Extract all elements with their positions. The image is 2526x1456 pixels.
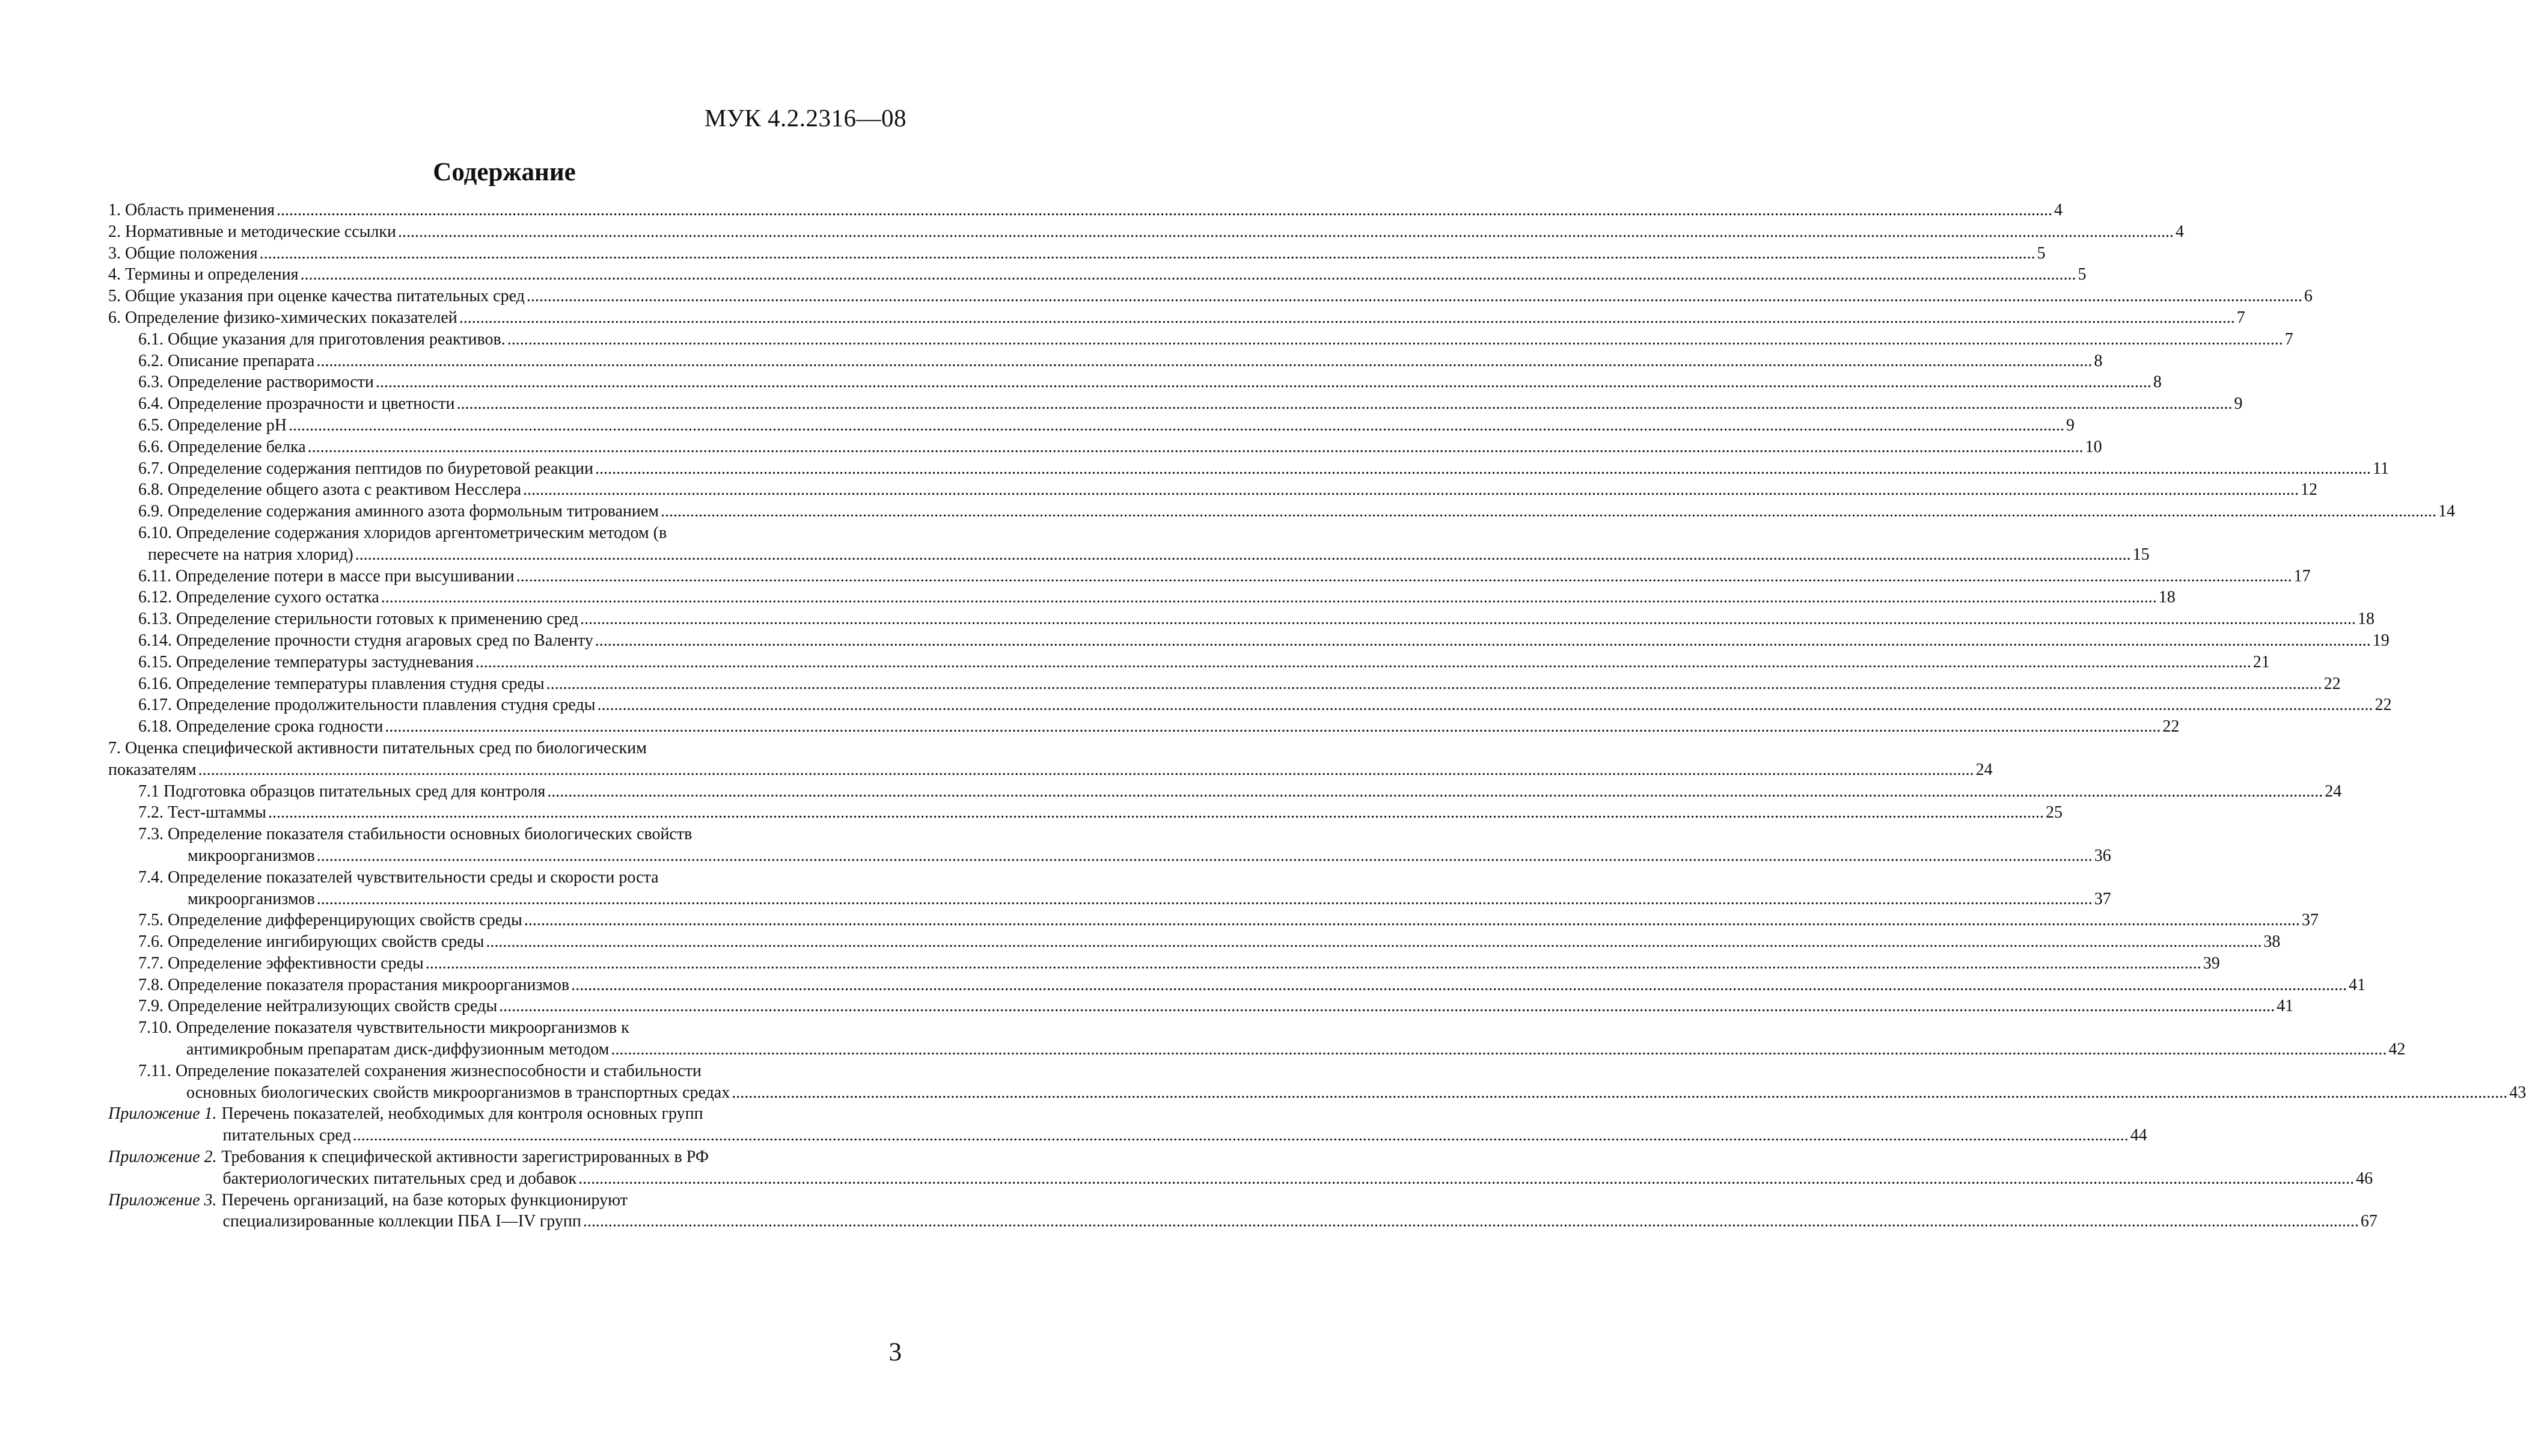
dot-leader <box>524 910 2300 931</box>
toc-entry-title: 1. Область применения <box>108 201 275 219</box>
toc-entry-title: 6.1. Общие указания для приготовления реактивов. <box>138 329 506 349</box>
toc-subentry <box>108 415 2075 436</box>
dot-leader <box>426 953 2201 974</box>
dot-leader <box>732 1082 2507 1104</box>
page-number: 3 <box>888 1338 902 1366</box>
dot-leader <box>507 329 2283 350</box>
toc-subentry <box>108 458 2389 480</box>
dot-leader <box>260 243 2035 265</box>
toc-entry-page: 36 <box>2094 846 2111 865</box>
dot-leader <box>598 694 2373 716</box>
toc-entry-continuation: микроорганизмов <box>188 846 315 865</box>
toc-entry-title: 4. Термины и определения <box>108 265 299 284</box>
toc-entry <box>108 738 1993 781</box>
toc-entry <box>108 307 2245 329</box>
toc-entry-page: 18 <box>2357 610 2375 629</box>
toc-subentry <box>108 652 2270 673</box>
dot-leader <box>516 566 2292 587</box>
toc-entry-continuation: основных биологических свойств микроорганизмов в транспортных средах <box>186 1083 730 1102</box>
toc-subentry <box>108 781 2342 803</box>
toc-entry-title: 7.3. Определение показателя стабильности основных биологических свойств <box>138 825 693 844</box>
document-code: МУК 4.2.2316—08 <box>704 104 907 132</box>
appendix-title: Перечень показателей, необходимых для контроля основных групп <box>221 1104 703 1124</box>
toc-entry-page: 9 <box>2234 394 2243 414</box>
toc-entry-page: 19 <box>2372 631 2390 650</box>
appendix-page: 46 <box>2356 1169 2373 1188</box>
dot-leader <box>611 1039 2387 1060</box>
toc-subentry <box>108 630 2390 652</box>
toc-entry-title: 3. Общие положения <box>108 243 258 263</box>
toc-subentry <box>108 996 2294 1017</box>
toc-subentry <box>108 479 2318 501</box>
toc-entry-page: 8 <box>2153 373 2162 392</box>
toc-entry-page: 24 <box>1975 760 1993 779</box>
toc-entry-page: 37 <box>2094 889 2111 908</box>
toc-entry-title: 7.4. Определение показателей чувствительности среды и скорости роста <box>138 867 659 887</box>
toc-entry-title: 6.15. Определение температуры застудневания <box>138 652 474 671</box>
toc-entry-page: 41 <box>2277 997 2294 1016</box>
dot-leader <box>595 630 2371 652</box>
toc-entry-page: 38 <box>2263 932 2281 952</box>
dot-leader <box>457 393 2233 415</box>
toc-subentry <box>108 716 2180 738</box>
toc-entry-title: 6.13. Определение стерильности готовых к применению сред <box>138 610 578 629</box>
toc-appendix <box>108 1146 2373 1190</box>
dot-leader <box>546 673 2322 695</box>
toc-entry-title: 7.6. Определение ингибирующих свойств среды <box>138 932 485 952</box>
toc-subentry <box>108 501 2456 522</box>
toc-subentry <box>108 673 2341 695</box>
toc-entry <box>108 221 2184 243</box>
dot-leader <box>355 544 2131 566</box>
toc-entry-title: 6. Определение физико-химических показателей <box>108 308 457 327</box>
toc-subentry <box>108 802 2063 824</box>
toc-subentry <box>108 931 2281 953</box>
appendix-title: Перечень организаций, на базе которых функционируют <box>221 1190 628 1210</box>
toc-entry-page: 7 <box>2284 329 2293 349</box>
toc-subentry <box>108 910 2319 931</box>
appendix-title: Требования к специфической активности зарегистрированных в РФ <box>221 1148 709 1167</box>
dot-leader <box>486 931 2261 953</box>
toc-entry-page: 15 <box>2132 545 2150 564</box>
dot-leader <box>277 200 2052 221</box>
dot-leader <box>317 845 2093 867</box>
dot-leader <box>459 307 2235 329</box>
appendix-label: Приложение 3. <box>108 1190 217 1210</box>
dot-leader <box>289 415 2064 436</box>
toc-subentry <box>108 436 2102 458</box>
toc-entry-page: 43 <box>2509 1083 2526 1102</box>
appendix-continuation: специализированные коллекции ПБА I—IV групп <box>222 1212 581 1231</box>
toc-entry-title: 6.17. Определение продолжительности плавления студня среды <box>138 696 596 715</box>
toc-subentry <box>108 329 2293 350</box>
dot-leader <box>376 372 2151 393</box>
dot-leader <box>527 286 2302 307</box>
toc-entry-title: 2. Нормативные и методические ссылки <box>108 222 396 241</box>
toc-entry-page: 8 <box>2094 351 2103 370</box>
toc-subentry <box>108 1017 2406 1060</box>
dot-leader <box>381 587 2157 608</box>
toc-entry-title: 7. Оценка специфической активности питательных сред по биологическим <box>108 738 647 757</box>
dot-leader <box>580 608 2356 630</box>
toc-entry-title: 6.11. Определение потери в массе при высушивании <box>138 566 515 586</box>
dot-leader <box>268 802 2044 824</box>
dot-leader <box>316 350 2092 372</box>
toc-entry <box>108 243 2046 265</box>
table-of-contents <box>108 200 2526 1232</box>
dot-leader <box>317 889 2093 910</box>
toc-entry-page: 5 <box>2078 265 2087 284</box>
toc-entry-title: 5. Общие указания при оценке качества питательных сред <box>108 287 525 306</box>
toc-subentry <box>108 867 2111 910</box>
toc-entry <box>108 200 2063 221</box>
toc-entry-continuation: показателям <box>108 760 197 779</box>
toc-entry-page: 21 <box>2252 652 2270 671</box>
dot-leader <box>398 221 2174 243</box>
toc-subentry <box>108 566 2311 587</box>
dot-leader <box>578 1168 2354 1190</box>
appendix-label: Приложение 1. <box>108 1104 217 1124</box>
toc-entry <box>108 264 2087 286</box>
toc-entry-page: 17 <box>2293 566 2311 586</box>
dot-leader <box>385 716 2161 738</box>
appendix-continuation: бактериологических питательных сред и добавок <box>222 1169 577 1188</box>
toc-subentry <box>108 350 2103 372</box>
toc-entry-title: 7.1 Подготовка образцов питательных сред для контроля <box>138 782 546 801</box>
toc-entry-title: 6.14. Определение прочности студня агаровых сред по Валенту <box>138 631 593 650</box>
dot-leader <box>353 1125 2129 1146</box>
toc-entry-title: 6.10. Определение содержания хлоридов аргентометрическим методом (в <box>138 523 667 542</box>
toc-subentry <box>108 953 2220 974</box>
appendix-continuation: питательных сред <box>222 1126 351 1145</box>
toc-entry-page: 22 <box>2323 674 2341 693</box>
toc-subentry <box>108 522 2150 566</box>
toc-entry-page: 25 <box>2045 803 2063 822</box>
toc-entry-title: 6.6. Определение белка <box>138 437 306 456</box>
toc-entry <box>108 286 2313 307</box>
toc-subentry <box>108 824 2111 867</box>
toc-entry-title: 6.3. Определение растворимости <box>138 373 374 392</box>
toc-entry-page: 41 <box>2349 975 2366 994</box>
toc-appendix <box>108 1190 2378 1233</box>
toc-entry-title: 6.2. Описание препарата <box>138 351 315 370</box>
toc-entry-title: 7.10. Определение показателя чувствительности микроорганизмов к <box>138 1018 629 1038</box>
toc-entry-page: 6 <box>2304 287 2313 306</box>
toc-entry-continuation: пересчете на натрия хлорид) <box>148 545 353 564</box>
dot-leader <box>198 759 1974 781</box>
toc-entry-title: 6.12. Определение сухого остатка <box>138 588 379 607</box>
toc-entry-title: 6.9. Определение содержания аминного азота формольным титрованием <box>138 502 659 521</box>
toc-entry-title: 7.9. Определение нейтрализующих свойств среды <box>138 997 498 1016</box>
toc-entry-page: 14 <box>2438 502 2456 521</box>
toc-entry-title: 7.2. Тест-штаммы <box>138 803 266 822</box>
toc-entry-page: 5 <box>2037 243 2046 263</box>
toc-entry-title: 7.7. Определение эффективности среды <box>138 953 424 973</box>
dot-leader <box>583 1211 2359 1232</box>
dot-leader <box>571 974 2347 996</box>
toc-entry-title: 6.8. Определение общего азота с реактивом Несслера <box>138 480 522 500</box>
toc-subentry <box>108 974 2366 996</box>
toc-entry-page: 39 <box>2203 953 2220 973</box>
dot-leader <box>301 264 2076 286</box>
dot-leader <box>595 458 2371 480</box>
toc-entry-page: 4 <box>2176 222 2184 241</box>
toc-subentry <box>108 608 2375 630</box>
toc-subentry <box>108 694 2392 716</box>
dot-leader <box>308 436 2084 458</box>
toc-appendix <box>108 1103 2147 1146</box>
toc-entry-title: 7.5. Определение дифференцирующих свойств среды <box>138 911 522 930</box>
appendix-page: 67 <box>2360 1212 2378 1231</box>
dot-leader <box>661 501 2436 522</box>
dot-leader <box>499 996 2275 1017</box>
toc-entry-continuation: микроорганизмов <box>188 889 315 908</box>
toc-entry-page: 37 <box>2301 911 2319 930</box>
appendix-label: Приложение 2. <box>108 1148 217 1167</box>
toc-subentry <box>108 393 2243 415</box>
page-title: Содержание <box>433 158 576 186</box>
toc-entry-title: 6.16. Определение температуры плавления студня среды <box>138 674 545 693</box>
dot-leader <box>547 781 2323 803</box>
toc-entry-page: 9 <box>2066 415 2075 435</box>
dot-leader <box>523 479 2299 501</box>
toc-entry-title: 6.5. Определение pH <box>138 415 287 435</box>
toc-entry-title: 6.4. Определение прозрачности и цветности <box>138 394 455 414</box>
toc-entry-page: 18 <box>2158 588 2176 607</box>
toc-subentry <box>108 372 2162 393</box>
appendix-page: 44 <box>2130 1126 2147 1145</box>
toc-entry-title: 7.11. Определение показателей сохранения жизнеспособности и стабильности <box>138 1061 702 1080</box>
toc-entry-page: 4 <box>2054 201 2063 219</box>
toc-entry-page: 7 <box>2236 308 2245 327</box>
toc-entry-page: 11 <box>2373 459 2389 478</box>
toc-subentry <box>108 1060 2526 1104</box>
toc-entry-page: 10 <box>2085 437 2102 456</box>
toc-entry-page: 42 <box>2388 1040 2406 1059</box>
toc-entry-title: 7.8. Определение показателя прорастания микроорганизмов <box>138 975 570 994</box>
toc-entry-title: 6.7. Определение содержания пептидов по биуретовой реакции <box>138 459 594 478</box>
toc-entry-title: 6.18. Определение срока годности <box>138 717 384 736</box>
toc-entry-page: 12 <box>2301 480 2318 500</box>
toc-entry-continuation: антимикробным препаратам диск-диффузионным методом <box>186 1040 610 1059</box>
dot-leader <box>476 652 2251 673</box>
toc-subentry <box>108 587 2176 608</box>
toc-entry-page: 22 <box>2375 696 2392 715</box>
toc-entry-page: 22 <box>2162 717 2180 736</box>
toc-entry-page: 24 <box>2325 782 2342 801</box>
